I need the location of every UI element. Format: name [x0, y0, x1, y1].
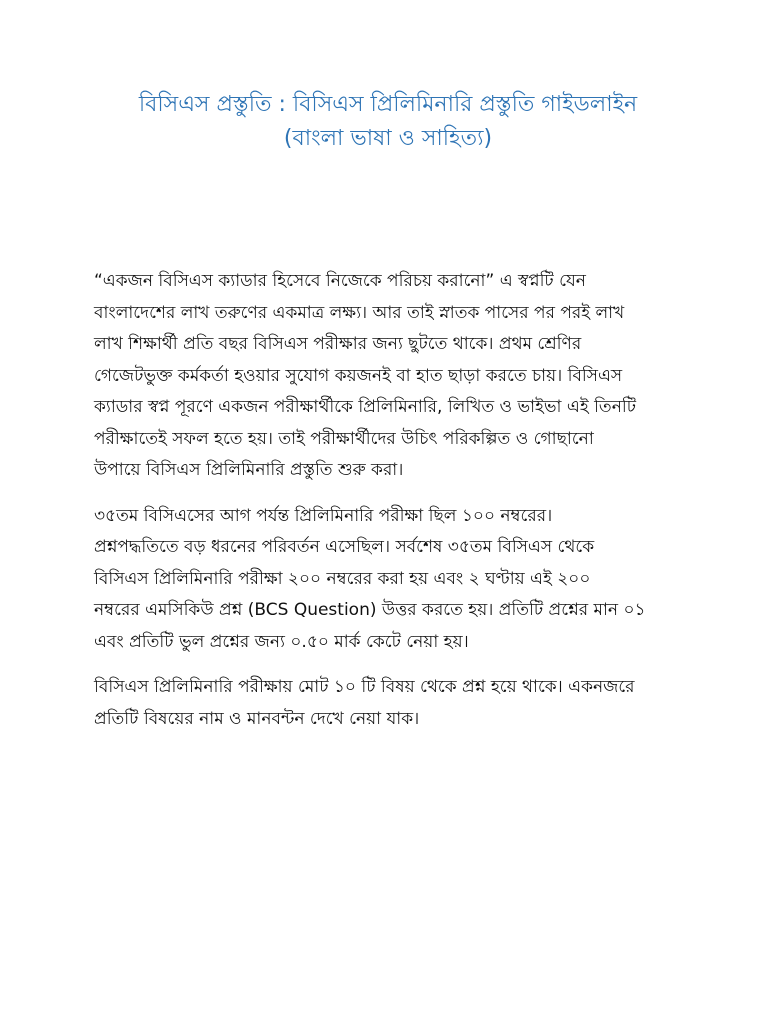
paragraph-line: গেজেটভুক্ত কর্মকর্তা হওয়ার সুযোগ কয়জনই বা হাত ছাড়া করতে চায়। বিসিএস — [94, 365, 623, 386]
title-line-2: (বাংলা ভাষা ও সাহিত্য) — [283, 126, 493, 151]
title-line-1: বিসিএস প্রস্তুতি : বিসিএস প্রিলিমিনারি প্রস্তুতি গাইডলাইন — [138, 92, 638, 117]
paragraph-line: ক্যাডার স্বপ্ন পূরণে একজন পরীক্ষার্থীকে প্রিলিমিনারি, লিখিত ও ভাইভা এই তিনটি — [94, 397, 636, 417]
paragraph-line: ৩৫তম বিসিএসের আগ পর্যন্ত প্রিলিমিনারি পরীক্ষা ছিল ১০০ নম্বরের। — [94, 505, 553, 526]
paragraph-exam-format — [94, 501, 682, 659]
document-title — [94, 88, 682, 156]
paragraph-subjects — [94, 672, 682, 735]
paragraph-line: এবং প্রতিটি ভুল প্রশ্নের জন্য ০.৫০ মার্ক কেটে নেয়া হয়। — [94, 631, 469, 652]
paragraph-line: বাংলাদেশের লাখ তরুণের একমাত্র লক্ষ্য। আর তাই স্নাতক পাসের পর পরই লাখ — [94, 302, 625, 323]
paragraph-intro — [94, 266, 682, 487]
paragraph-line: প্রশ্নপদ্ধতিতে বড় ধরনের পরিবর্তন এসেছিল। সর্বশেষ ৩৫তম বিসিএস থেকে — [94, 537, 595, 557]
paragraph-line: বিসিএস প্রিলিমিনারি পরীক্ষা ২০০ নম্বরের করা হয় এবং ২ ঘণ্টায় এই ২০০ — [94, 568, 591, 589]
paragraph-line: লাখ শিক্ষার্থী প্রতি বছর বিসিএস পরীক্ষার জন্য ছুটতে থাকে। প্রথম শ্রেণির — [94, 334, 582, 354]
paragraph-line: উপায়ে বিসিএস প্রিলিমিনারি প্রস্তুতি শুরু করা। — [94, 460, 404, 480]
paragraph-line: পরীক্ষাতেই সফল হতে হয়। তাই পরীক্ষার্থীদের উচিৎ পরিকল্পিত ও গোছানো — [94, 428, 594, 449]
paragraph-line: “একজন বিসিএস ক্যাডার হিসেবে নিজেকে পরিচয় করানো” এ স্বপ্নটি যেন — [94, 271, 586, 291]
paragraph-line: প্রতিটি বিষয়ের নাম ও মানবন্টন দেখে নেয়া যাক। — [94, 708, 420, 729]
paragraph-line: বিসিএস প্রিলিমিনারি পরীক্ষায় মোট ১০ টি বিষয় থেকে প্রশ্ন হয়ে থাকে। একনজরে — [94, 677, 635, 697]
paragraph-line: নম্বরের এমসিকিউ প্রশ্ন (BCS Question) উত্তর করতে হয়। প্রতিটি প্রশ্নের মান ০১ — [94, 600, 646, 620]
document-body — [94, 266, 682, 735]
